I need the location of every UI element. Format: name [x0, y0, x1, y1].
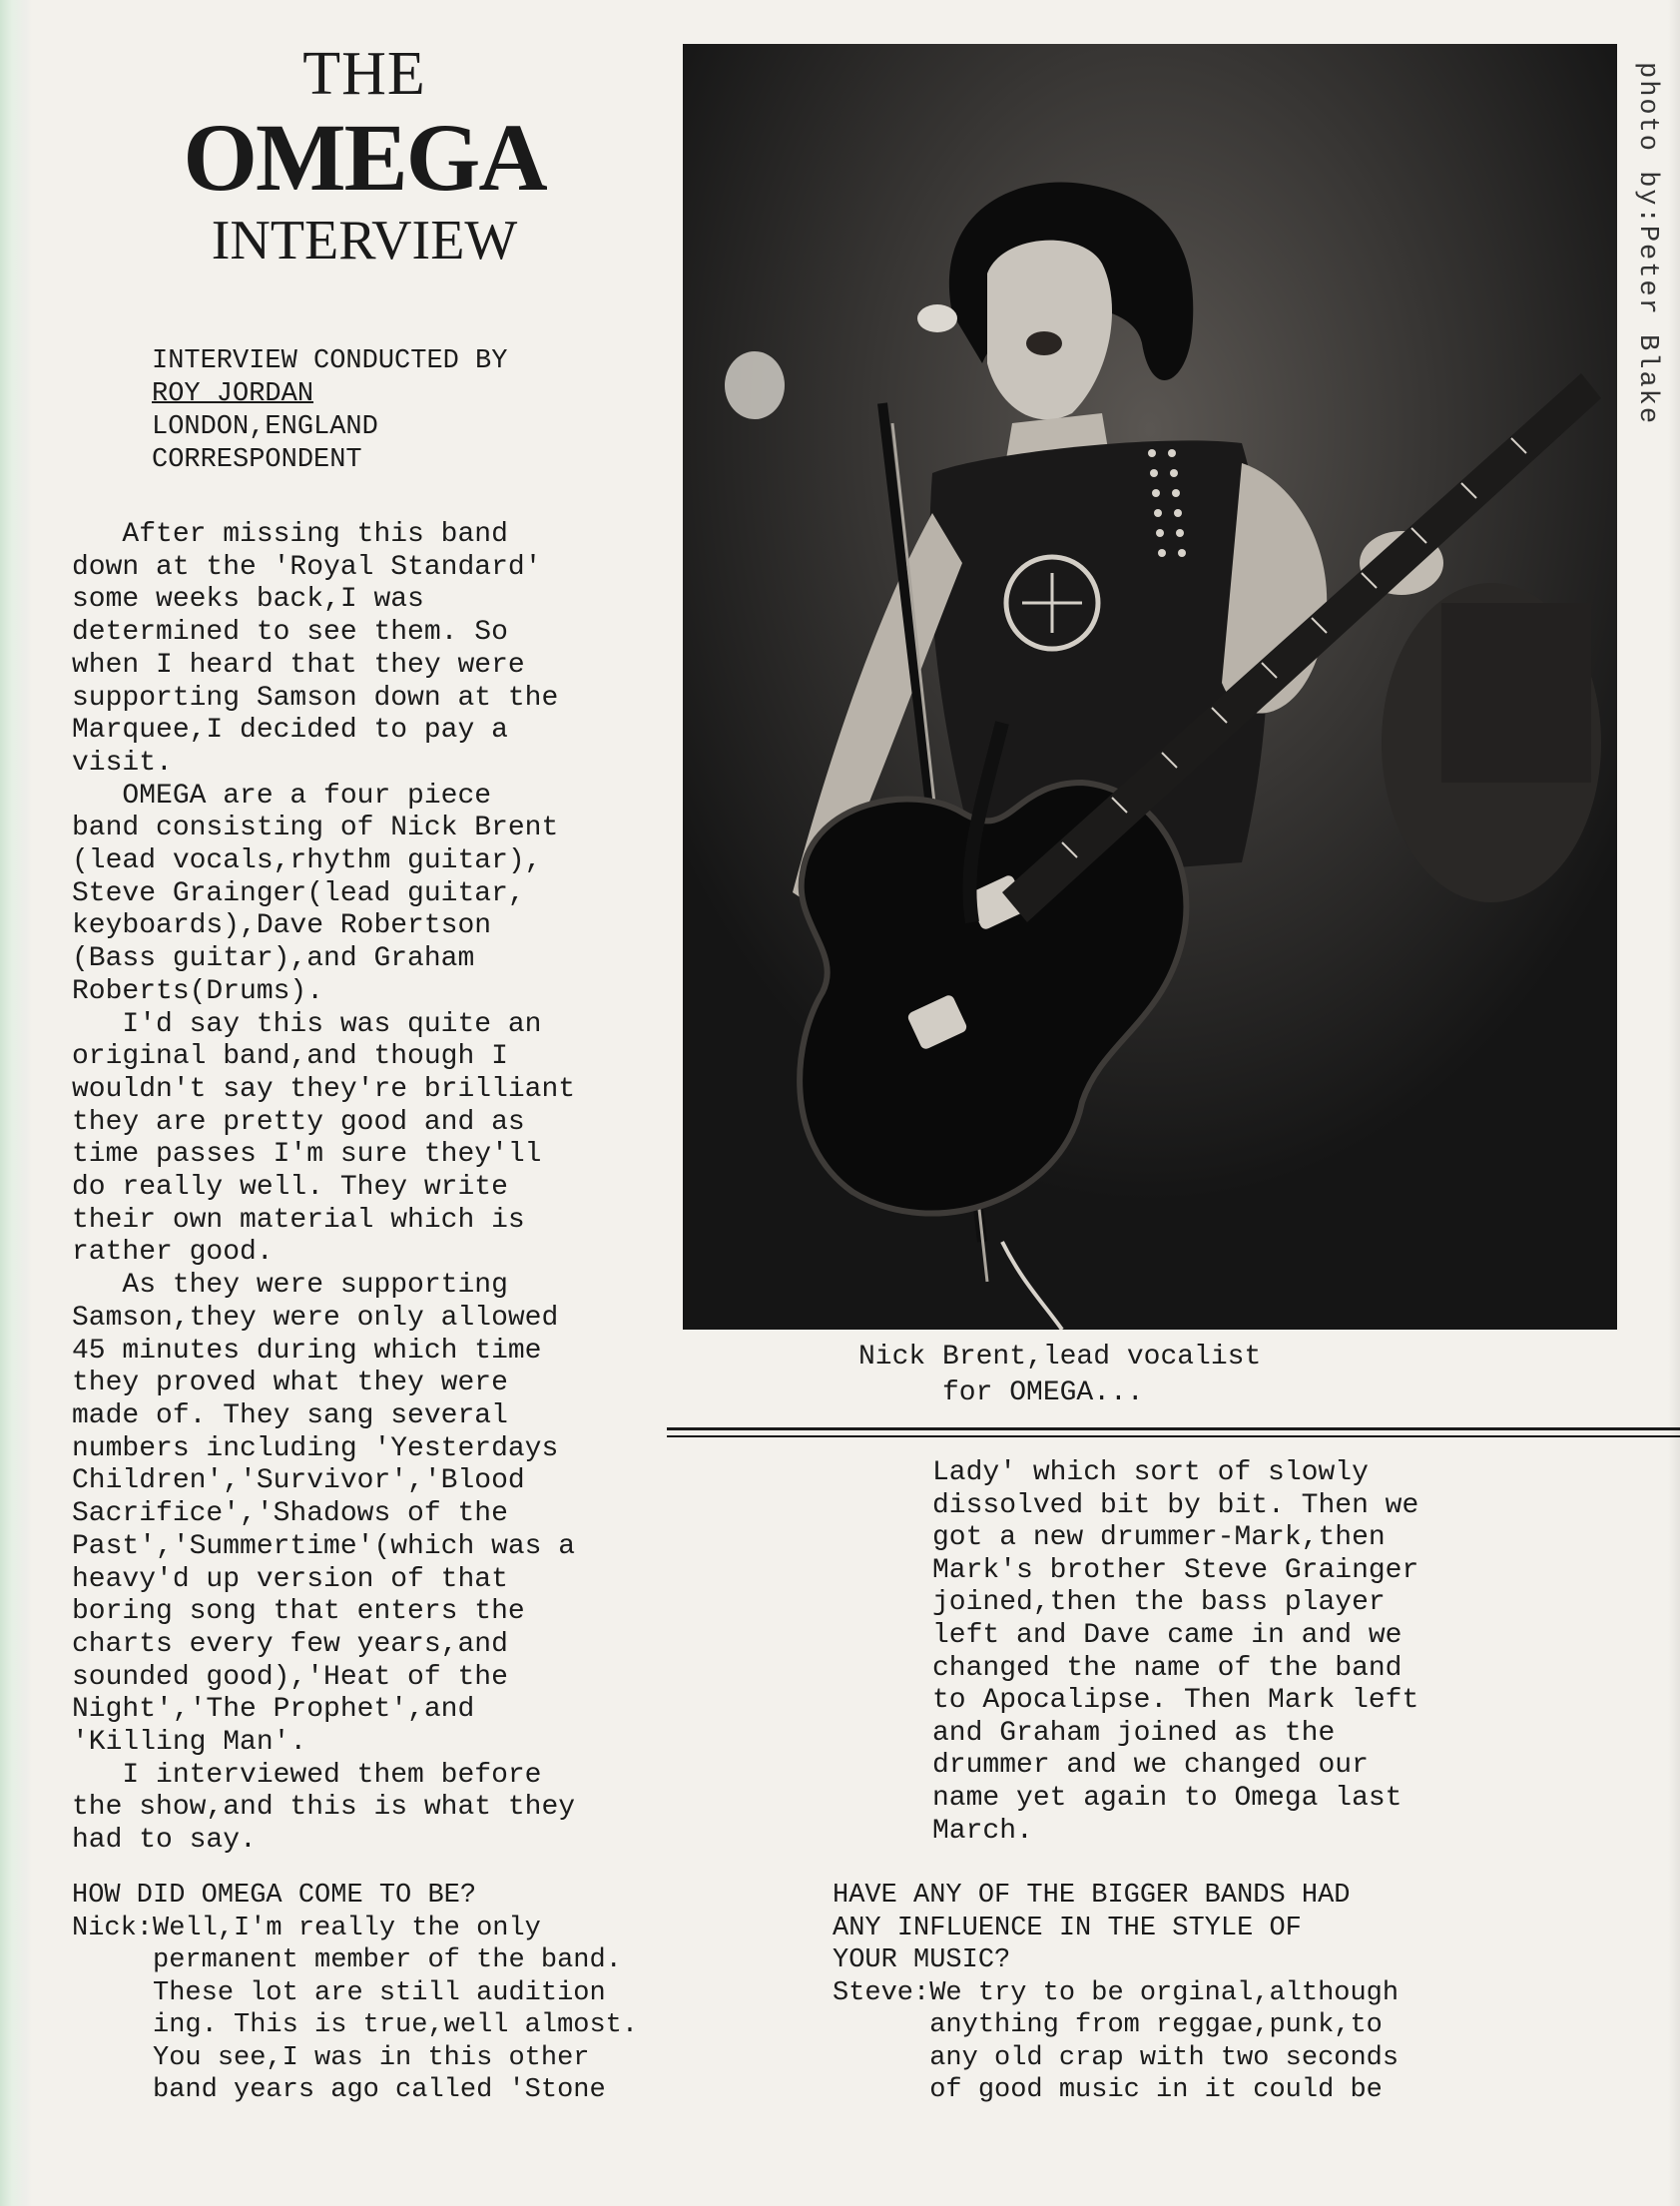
article-text-line: visit. [72, 747, 173, 779]
article-text-line: and Graham joined as the [932, 1717, 1336, 1749]
article-text-line: the show,and this is what they [72, 1792, 576, 1824]
answer-line: These lot are still audition [72, 1977, 606, 2008]
article-text-line: I'd say this was quite an [72, 1008, 542, 1040]
caption-line2: for OMEGA... [942, 1378, 1144, 1408]
article-text-line: heavy'd up version of that [72, 1563, 508, 1595]
article-text-line: left and Dave came in and we [932, 1619, 1402, 1651]
article-text-line: Steve Grainger(lead guitar, [72, 877, 525, 909]
section-divider-top [667, 1427, 1680, 1430]
article-text-line: As they were supporting [72, 1270, 508, 1302]
article-text-line: to Apocalipse. Then Mark left [932, 1685, 1419, 1717]
article-text-line: wouldn't say they're brilliant [72, 1073, 576, 1105]
article-text-line: had to say. [72, 1825, 257, 1857]
section-divider-bottom [667, 1435, 1680, 1437]
article-text-line: Samson,they were only allowed [72, 1302, 559, 1334]
answer-line: Steve:We try to be orginal,although [833, 1977, 1400, 2008]
article-text-line: joined,then the bass player [932, 1587, 1386, 1619]
page-edge-shadow [1668, 0, 1680, 2206]
article-headline [150, 40, 579, 274]
article-text-line: time passes I'm sure they'll [72, 1139, 542, 1171]
question-heading [833, 1880, 1551, 1977]
answer-line: band years ago called 'Stone [72, 2075, 606, 2105]
article-text-line: Sacrifice','Shadows of the [72, 1498, 508, 1530]
article-text-line: 'Killing Man'. [72, 1727, 307, 1759]
article-text-line: March. [932, 1815, 1033, 1847]
question-line: HAVE ANY OF THE BIGGER BANDS HAD [833, 1881, 1351, 1911]
article-text-line: determined to see them. So [72, 617, 508, 649]
answer-line: of good music in it could be [833, 2075, 1383, 2105]
article-text-line: Children','Survivor','Blood [72, 1465, 525, 1497]
byline-line1: INTERVIEW CONDUCTED BY [152, 346, 508, 376]
byline [152, 345, 507, 477]
article-text-line: changed the name of the band [932, 1652, 1402, 1684]
answer-line: any old crap with two seconds [833, 2042, 1400, 2073]
question-heading: HOW DID OMEGA COME TO BE? [72, 1881, 477, 1911]
middle-column-text [932, 1457, 1631, 1848]
article-text-line: (Bass guitar),and Graham [72, 943, 475, 975]
article-text-line: numbers including 'Yesterdays [72, 1432, 559, 1464]
article-text-line: got a new drummer-Mark,then [932, 1522, 1386, 1554]
answer-line: You see,I was in this other [72, 2042, 590, 2073]
article-text-line: when I heard that they were [72, 649, 525, 681]
article-text-line: do really well. They write [72, 1172, 508, 1204]
article-text-line: they are pretty good and as [72, 1106, 525, 1138]
article-text-line: 45 minutes during which time [72, 1335, 542, 1367]
article-text-line: (lead vocals,rhythm guitar), [72, 845, 542, 877]
page-binding-edge [0, 0, 32, 2206]
article-text-line: drummer and we changed our [932, 1750, 1369, 1782]
answer-text [72, 1913, 791, 2107]
article-text-line: some weeks back,I was [72, 584, 424, 616]
byline-location: LONDON,ENGLAND [152, 412, 378, 442]
article-text-line: keyboards),Dave Robertson [72, 910, 492, 942]
article-text-line: dissolved bit by bit. Then we [932, 1489, 1419, 1521]
article-text-line: band consisting of Nick Brent [72, 813, 559, 844]
article-text-line: rather good. [72, 1237, 274, 1269]
article-text-line: original band,and though I [72, 1041, 508, 1073]
article-text-line: sounded good),'Heat of the [72, 1661, 508, 1693]
article-text-line: supporting Samson down at the [72, 682, 559, 714]
article-text-line: Roberts(Drums). [72, 975, 324, 1007]
article-text-line: they proved what they were [72, 1368, 508, 1399]
answer-line: Nick:Well,I'm really the only [72, 1913, 541, 1943]
article-text-line: OMEGA are a four piece [72, 780, 492, 812]
article-text-line: boring song that enters the [72, 1596, 525, 1628]
article-text-line: I interviewed them before [72, 1759, 542, 1791]
article-text-line: Lady' which sort of slowly [932, 1457, 1369, 1488]
photo-credit: photo by:Peter Blake [1632, 62, 1662, 426]
question-block-left [72, 1880, 791, 2107]
question-line: YOUR MUSIC? [833, 1945, 1011, 1975]
headline-the: THE [302, 40, 426, 108]
article-text-line: made of. They sang several [72, 1399, 508, 1431]
question-line: ANY INFLUENCE IN THE STYLE OF [833, 1913, 1302, 1943]
concert-photo [683, 44, 1617, 1330]
article-text-line: Mark's brother Steve Grainger [932, 1554, 1419, 1586]
article-text-line: Night','The Prophet',and [72, 1694, 475, 1726]
answer-line: permanent member of the band. [72, 1945, 622, 1975]
concert-photo-illustration [683, 44, 1617, 1330]
byline-role: CORRESPONDENT [152, 445, 362, 475]
answer-line: anything from reggae,punk,to [833, 2010, 1383, 2040]
article-text-line: name yet again to Omega last [932, 1782, 1402, 1814]
question-block-right [833, 1880, 1551, 2107]
article-text-line: their own material which is [72, 1204, 525, 1236]
caption-line1: Nick Brent,lead vocalist [858, 1342, 1262, 1373]
byline-author: ROY JORDAN [152, 379, 314, 409]
article-text-line: Marquee,I decided to pay a [72, 715, 508, 747]
photo-caption [858, 1340, 1457, 1411]
headline-interview: INTERVIEW [211, 210, 518, 272]
article-text-line: charts every few years,and [72, 1628, 508, 1660]
left-column-text [72, 519, 671, 1858]
headline-omega: OMEGA [183, 104, 546, 211]
article-text-line: After missing this band [72, 519, 508, 550]
answer-line: ing. This is true,well almost. [72, 2010, 639, 2040]
article-text-line: down at the 'Royal Standard' [72, 551, 542, 583]
answer-text [833, 1977, 1551, 2107]
article-text-line: Past','Summertime'(which was a [72, 1530, 576, 1562]
